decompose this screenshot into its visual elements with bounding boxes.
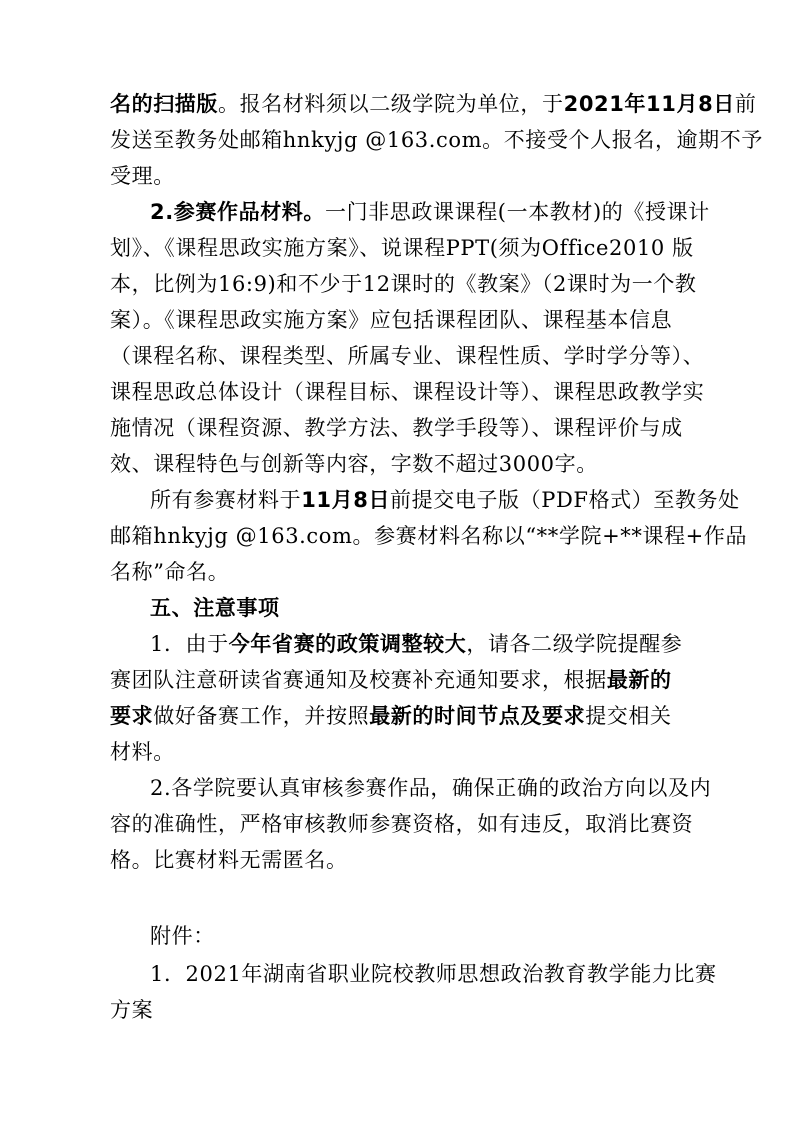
text-span: 做好备赛工作，并按照	[153, 704, 370, 728]
text-span: 格。比赛材料无需匿名。	[110, 848, 348, 872]
text-line	[110, 342, 704, 370]
text-span: 所有参赛材料于	[150, 488, 302, 512]
text-line	[150, 198, 710, 226]
text-span: 11月8日	[301, 488, 391, 512]
text-span: 。报名材料须以二级学院为单位，于	[218, 92, 564, 116]
text-line	[110, 270, 697, 298]
text-span: 最新的时间节点及要求	[369, 704, 586, 728]
text-span: 1．2021年湖南省职业院校教师思想政治教育教学能力比赛	[150, 962, 717, 986]
text-span: 要求	[110, 704, 154, 728]
text-line	[110, 378, 704, 406]
text-line	[110, 306, 672, 334]
text-span: 容的准确性，严格审核教师参赛资格，如有违反，取消比赛资	[110, 812, 694, 836]
text-line	[110, 522, 747, 550]
text-line	[150, 960, 717, 988]
text-line	[110, 126, 763, 154]
text-span: ，请各二级学院提醒参	[466, 632, 683, 656]
attachment-heading	[150, 922, 215, 950]
text-span: 2021年11月8日	[563, 92, 735, 116]
text-span: 五、注意事项	[150, 596, 280, 620]
text-span: 案）。《课程思政实施方案》应包括课程团队、课程基本信息	[110, 308, 673, 332]
text-line	[150, 774, 711, 802]
text-span: 提交相关	[585, 704, 672, 728]
text-line	[150, 486, 740, 514]
text-span: 材料。	[110, 740, 175, 764]
text-line	[110, 162, 175, 190]
text-span: 今年省赛的政策调整较大	[228, 632, 467, 656]
text-line	[110, 666, 672, 694]
text-span: 前提交电子版（PDF格式）至教务处	[390, 488, 740, 512]
text-span: 2.各学院要认真审核参赛作品，确保正确的政治方向以及内	[150, 776, 712, 800]
text-line	[110, 234, 694, 262]
text-line	[110, 738, 175, 766]
text-span: 1．由于	[150, 632, 229, 656]
section-heading	[150, 594, 280, 622]
text-span: 邮箱hnkyjg @163.com。参赛材料名称以“**学院+**课程+作品	[110, 524, 748, 548]
text-span: 受理。	[110, 164, 175, 188]
text-line	[110, 450, 598, 478]
text-span: 一门非思政课课程(一本教材)的《授课计	[325, 200, 710, 224]
text-line	[110, 846, 348, 874]
text-span: 方案	[110, 998, 154, 1022]
text-span: 名称”命名。	[110, 560, 230, 584]
text-span: 2.参赛作品材料。	[150, 200, 325, 224]
text-line	[110, 996, 153, 1024]
text-span: 施情况（课程资源、教学方法、教学手段等）、课程评价与成	[110, 416, 683, 440]
text-span: 本，比例为16:9)和不少于12课时的《教案》（2课时为一个教	[110, 272, 697, 296]
text-span: 赛团队注意研读省赛通知及校赛补充通知要求，根据	[110, 668, 607, 692]
text-span: 课程思政总体设计（课程目标、课程设计等）、课程思政教学实	[110, 380, 705, 404]
text-span: 附件：	[150, 924, 215, 948]
text-line	[110, 810, 693, 838]
text-span: 划》、《课程思政实施方案》、说课程PPT(须为Office2010 版	[110, 236, 694, 260]
text-line	[110, 702, 672, 730]
text-line	[110, 558, 229, 586]
text-span: 名的扫描版	[110, 92, 218, 116]
text-span: 发送至教务处邮箱hnkyjg @163.com。不接受个人报名，逾期不予	[110, 128, 763, 152]
text-span: 最新的	[606, 668, 672, 692]
text-span: 效、课程特色与创新等内容，字数不超过3000字。	[110, 452, 598, 476]
text-line	[110, 90, 757, 118]
text-span: （课程名称、课程类型、所属专业、课程性质、学时学分等）、	[110, 344, 705, 368]
text-line	[150, 630, 682, 658]
text-span: 前	[734, 92, 757, 116]
text-line	[110, 414, 683, 442]
